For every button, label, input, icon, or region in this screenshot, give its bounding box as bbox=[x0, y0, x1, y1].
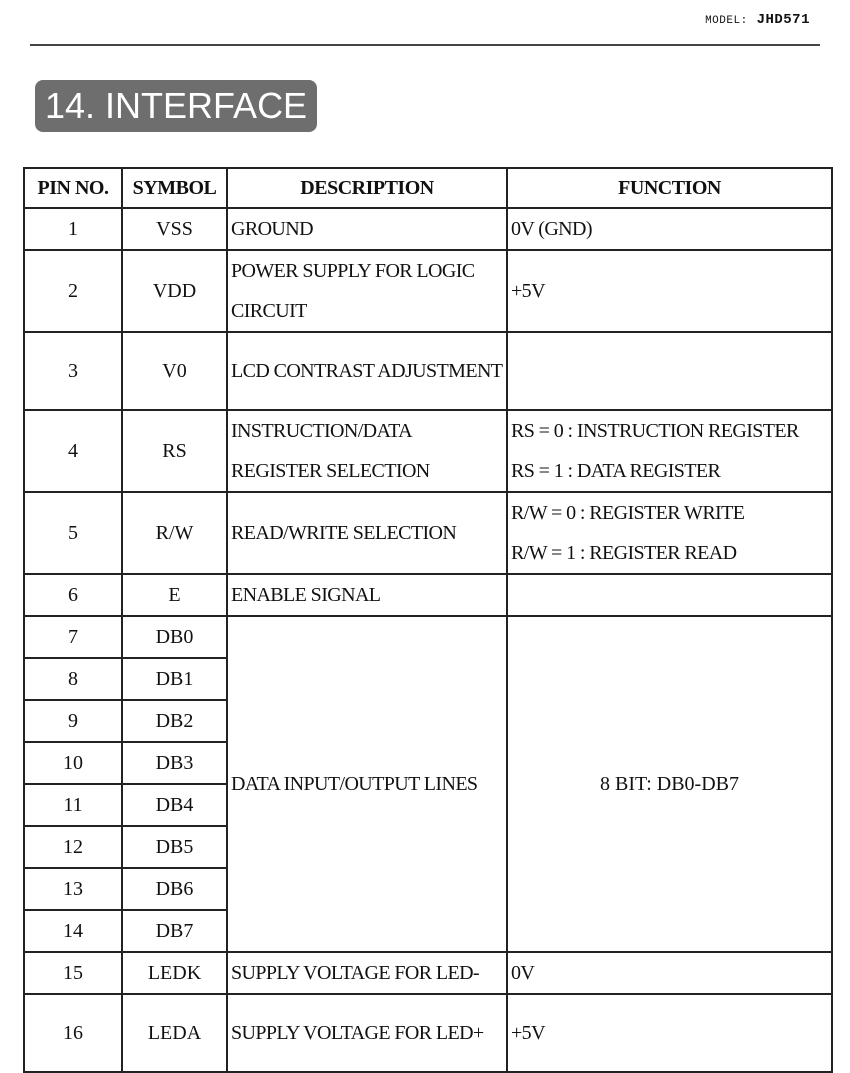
table-row bbox=[24, 574, 832, 616]
pin-description: SUPPLY VOLTAGE FOR LED+ bbox=[227, 994, 507, 1072]
pin-number: 1 bbox=[24, 208, 122, 250]
pin-symbol: LEDK bbox=[122, 952, 227, 994]
pin-symbol: DB2 bbox=[122, 700, 227, 742]
pin-number: 4 bbox=[24, 410, 122, 492]
pin-number: 7 bbox=[24, 616, 122, 658]
pin-description: POWER SUPPLY FOR LOGIC CIRCUIT bbox=[227, 250, 507, 332]
pin-number: 6 bbox=[24, 574, 122, 616]
pin-symbol: DB0 bbox=[122, 616, 227, 658]
function-line: +5V bbox=[511, 1022, 545, 1044]
table-row bbox=[24, 492, 832, 574]
pin-number: 13 bbox=[24, 868, 122, 910]
pin-symbol: DB5 bbox=[122, 826, 227, 868]
table-header-row bbox=[24, 168, 832, 208]
pin-symbol: DB6 bbox=[122, 868, 227, 910]
pin-function bbox=[507, 410, 832, 492]
pin-function bbox=[507, 208, 832, 250]
pin-number: 2 bbox=[24, 250, 122, 332]
col-header-function: FUNCTION bbox=[507, 168, 832, 208]
pin-symbol: R/W bbox=[122, 492, 227, 574]
function-line: R/W = 1 : REGISTER READ bbox=[511, 542, 737, 564]
pin-number: 8 bbox=[24, 658, 122, 700]
pin-function bbox=[507, 332, 832, 410]
pin-description: SUPPLY VOLTAGE FOR LED- bbox=[227, 952, 507, 994]
pin-description: GROUND bbox=[227, 208, 507, 250]
function-line: +5V bbox=[511, 280, 545, 302]
pin-number: 14 bbox=[24, 910, 122, 952]
pin-number: 9 bbox=[24, 700, 122, 742]
table-row bbox=[24, 616, 832, 658]
header-divider bbox=[30, 44, 820, 46]
pin-description: ENABLE SIGNAL bbox=[227, 574, 507, 616]
pin-function bbox=[507, 574, 832, 616]
col-header-symbol: SYMBOL bbox=[122, 168, 227, 208]
pin-number: 11 bbox=[24, 784, 122, 826]
pin-symbol: RS bbox=[122, 410, 227, 492]
table-row bbox=[24, 250, 832, 332]
pin-number: 3 bbox=[24, 332, 122, 410]
pin-symbol: DB7 bbox=[122, 910, 227, 952]
pin-description: INSTRUCTION/DATA REGISTER SELECTION bbox=[227, 410, 507, 492]
function-line: R/W = 0 : REGISTER WRITE bbox=[511, 502, 745, 524]
data-lines-description: DATA INPUT/OUTPUT LINES bbox=[227, 616, 507, 952]
data-lines-function: 8 BIT: DB0-DB7 bbox=[507, 616, 832, 952]
interface-table bbox=[23, 167, 833, 1073]
function-line: RS = 1 : DATA REGISTER bbox=[511, 460, 721, 482]
pin-symbol: LEDA bbox=[122, 994, 227, 1072]
pin-number: 5 bbox=[24, 492, 122, 574]
col-header-description: DESCRIPTION bbox=[227, 168, 507, 208]
function-line: 0V bbox=[511, 962, 535, 984]
table-row bbox=[24, 410, 832, 492]
pin-description: LCD CONTRAST ADJUSTMENT bbox=[227, 332, 507, 410]
pin-symbol: VDD bbox=[122, 250, 227, 332]
pin-symbol: E bbox=[122, 574, 227, 616]
model-label: MODEL: bbox=[705, 15, 748, 27]
pin-number: 10 bbox=[24, 742, 122, 784]
table-row bbox=[24, 952, 832, 994]
table-row bbox=[24, 208, 832, 250]
pin-number: 15 bbox=[24, 952, 122, 994]
model-value: JHD571 bbox=[756, 12, 810, 28]
model-header bbox=[705, 12, 810, 28]
table-row bbox=[24, 994, 832, 1072]
pin-symbol: DB1 bbox=[122, 658, 227, 700]
pin-function bbox=[507, 250, 832, 332]
pin-symbol: V0 bbox=[122, 332, 227, 410]
table-row bbox=[24, 332, 832, 410]
pin-function bbox=[507, 492, 832, 574]
pin-function bbox=[507, 994, 832, 1072]
function-line: RS = 0 : INSTRUCTION REGISTER bbox=[511, 420, 799, 442]
pin-symbol: VSS bbox=[122, 208, 227, 250]
pin-symbol: DB4 bbox=[122, 784, 227, 826]
pin-symbol: DB3 bbox=[122, 742, 227, 784]
col-header-pin: PIN NO. bbox=[24, 168, 122, 208]
pin-number: 12 bbox=[24, 826, 122, 868]
pin-number: 16 bbox=[24, 994, 122, 1072]
section-title: 14. INTERFACE bbox=[35, 80, 317, 132]
pin-description: READ/WRITE SELECTION bbox=[227, 492, 507, 574]
function-line: 0V (GND) bbox=[511, 218, 592, 240]
pin-function bbox=[507, 952, 832, 994]
